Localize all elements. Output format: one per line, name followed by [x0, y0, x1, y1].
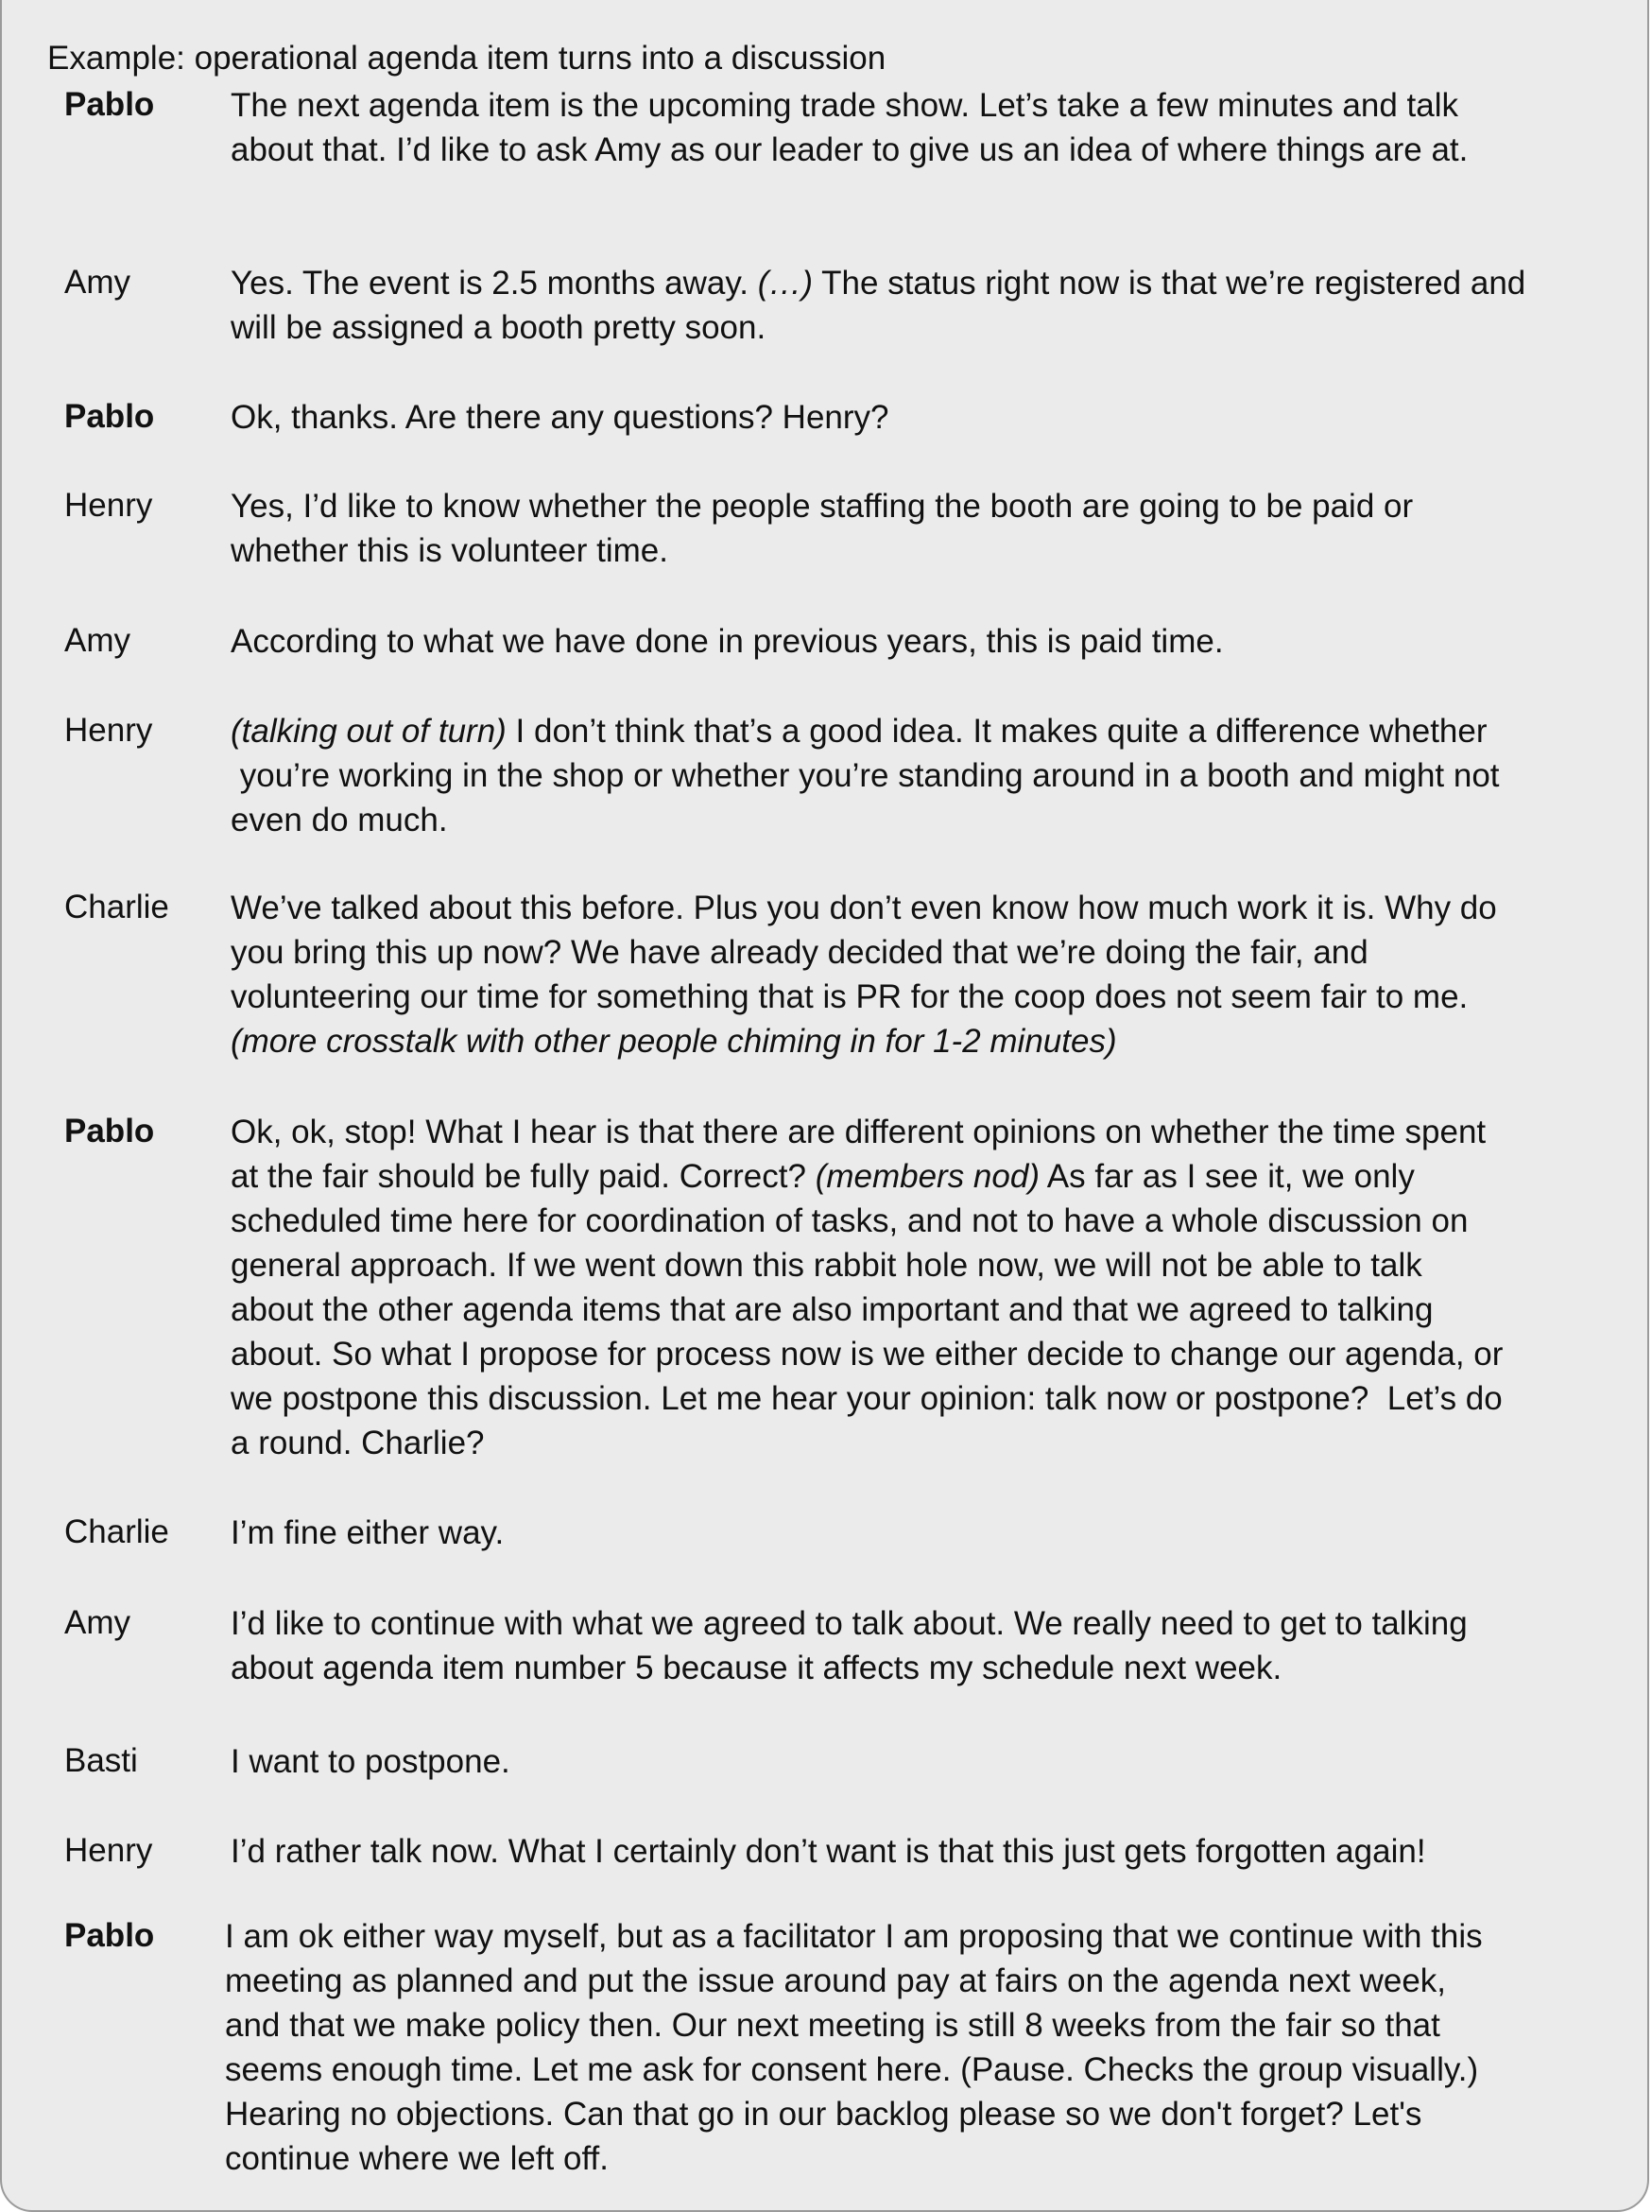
- utterance-line: whether this is volunteer time.: [231, 532, 668, 569]
- speaker-name: Henry: [64, 1832, 153, 1869]
- utterance-text: As far as I see it, we only: [1046, 1158, 1415, 1195]
- utterance-line: scheduled time here for coordination of tasks, and not to have a whole discussion on: [231, 1202, 1469, 1239]
- utterance: [231, 395, 1592, 440]
- utterance-line: volunteering our time for something that is PR for the coop does not seem fair to me.: [231, 978, 1469, 1015]
- utterance-line: a round. Charlie?: [231, 1425, 485, 1461]
- utterance-line: about agenda item number 5 because it affects my schedule next week.: [231, 1650, 1282, 1686]
- utterance-line: general approach. If we went down this rabbit hole now, we will not be able to talk: [231, 1247, 1422, 1284]
- utterance: [231, 619, 1592, 664]
- speaker-name: Amy: [64, 622, 130, 659]
- utterance-line: [231, 709, 1592, 753]
- utterance-line: Yes, I’d like to know whether the people staffing the booth are going to be paid or: [231, 488, 1414, 525]
- utterance-line: about the other agenda items that are also important and that we agreed to talking: [231, 1291, 1434, 1328]
- stage-direction: (…): [757, 265, 814, 302]
- speaker-name: Pablo: [64, 1917, 155, 1954]
- utterance-line: seems enough time. Let me ask for consent here. (Pause. Checks the group visually.): [225, 2051, 1479, 2088]
- utterance-line: We’ve talked about this before. Plus you don’t even know how much work it is. Why do: [231, 890, 1497, 926]
- utterance-line: we postpone this discussion. Let me hear your opinion: talk now or postpone? Let’s do: [231, 1380, 1503, 1417]
- utterance-text: I don’t think that’s a good idea. It makes quite a difference whether: [515, 713, 1488, 750]
- utterance: [231, 1829, 1592, 1874]
- utterance: [231, 1739, 1592, 1784]
- utterance-line: [231, 261, 1592, 305]
- utterance: [231, 1110, 1592, 1465]
- speaker-name: Pablo: [64, 1113, 155, 1149]
- speaker-name: Pablo: [64, 398, 155, 435]
- utterance-line: I want to postpone.: [231, 1743, 510, 1780]
- utterance-line: I’m fine either way.: [231, 1514, 505, 1551]
- utterance-line: Ok, thanks. Are there any questions? Henry?: [231, 399, 889, 436]
- utterance-line: about that. I’d like to ask Amy as our leader to give us an idea of where things are at.: [231, 131, 1469, 168]
- utterance-line: Ok, ok, stop! What I hear is that there are different opinions on whether the time spent: [231, 1114, 1487, 1150]
- speaker-name: Amy: [64, 264, 130, 301]
- utterance: [231, 709, 1592, 842]
- utterance-line: will be assigned a booth pretty soon.: [231, 309, 766, 346]
- utterance-line: about. So what I propose for process now is we either decide to change our agenda, or: [231, 1336, 1504, 1373]
- speaker-name: Pablo: [64, 86, 155, 123]
- utterance: [231, 484, 1592, 573]
- speaker-name: Henry: [64, 487, 153, 524]
- utterance-text: at the fair should be fully paid. Correct?: [231, 1158, 806, 1195]
- utterance-line: you bring this up now? We have already decided that we’re doing the fair, and: [231, 934, 1368, 971]
- utterance: [231, 83, 1592, 172]
- utterance-line: I’d like to continue with what we agreed to talk about. We really need to get to talking: [231, 1605, 1468, 1642]
- utterance-line: Hearing no objections. Can that go in our backlog please so we don't forget? Let's: [225, 2096, 1422, 2133]
- utterance: [231, 1511, 1592, 1555]
- utterance: [231, 261, 1592, 350]
- utterance-line: and that we make policy then. Our next meeting is still 8 weeks from the fair so that: [225, 2007, 1440, 2044]
- utterance-line: I’d rather talk now. What I certainly don’t want is that this just gets forgotten again!: [231, 1833, 1426, 1870]
- stage-direction: (members nod): [815, 1158, 1040, 1195]
- utterance-line: The next agenda item is the upcoming trade show. Let’s take a few minutes and talk: [231, 87, 1458, 124]
- speaker-name: Basti: [64, 1742, 138, 1779]
- utterance: [231, 886, 1592, 1063]
- utterance: [231, 1601, 1592, 1690]
- utterance-line: [231, 1154, 1592, 1199]
- speaker-name: Henry: [64, 712, 153, 749]
- speaker-name: Amy: [64, 1604, 130, 1641]
- utterance-line: meeting as planned and put the issue around pay at fairs on the agenda next week,: [225, 1962, 1447, 1999]
- utterance-line: According to what we have done in previous years, this is paid time.: [231, 623, 1224, 660]
- utterance-text: Yes. The event is 2.5 months away.: [231, 265, 749, 302]
- stage-direction: (talking out of turn): [231, 713, 507, 750]
- utterance: [225, 1914, 1586, 2181]
- utterance-line: continue where we left off.: [225, 2140, 609, 2177]
- speaker-name: Charlie: [64, 889, 169, 925]
- speaker-name: Charlie: [64, 1513, 169, 1550]
- utterance-line: even do much.: [231, 802, 448, 838]
- utterance-line: I am ok either way myself, but as a facilitator I am proposing that we continue with this: [225, 1918, 1483, 1955]
- utterance-line: you’re working in the shop or whether you’re standing around in a booth and might not: [231, 757, 1500, 794]
- card-title: Example: operational agenda item turns into a discussion: [47, 40, 886, 77]
- stage-direction: (more crosstalk with other people chiming in for 1-2 minutes): [231, 1023, 1117, 1060]
- utterance-text: The status right now is that we’re registered and: [821, 265, 1526, 302]
